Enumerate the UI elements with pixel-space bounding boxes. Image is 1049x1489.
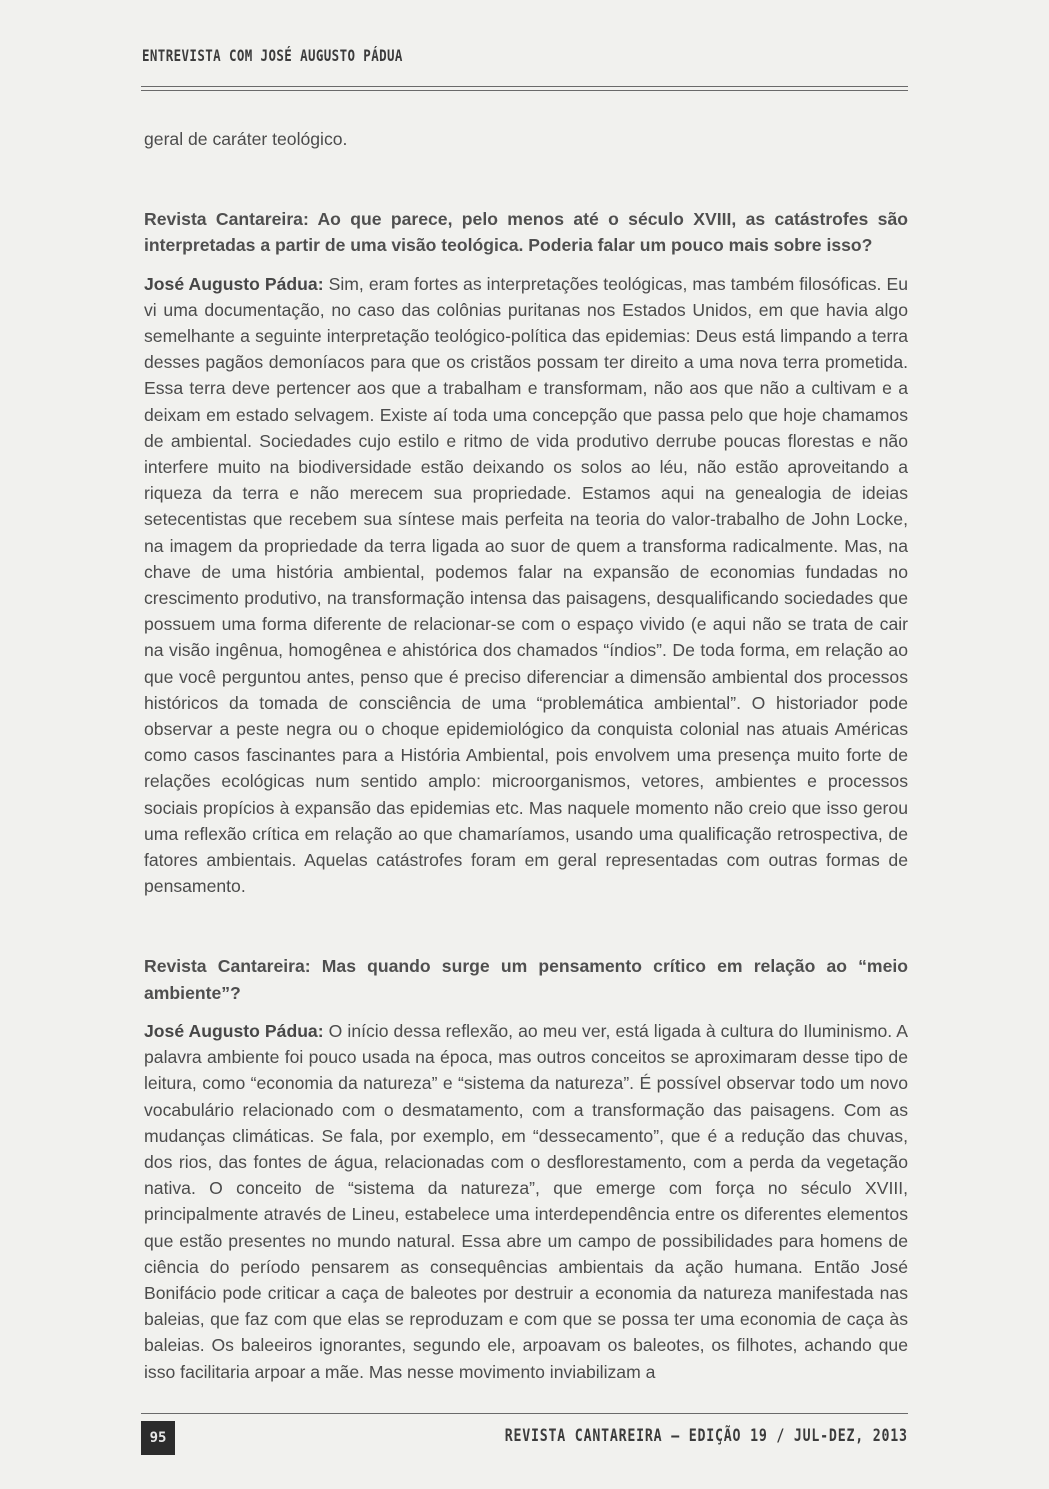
answer-2-text: O início dessa reflexão, ao meu ver, está ligada à cultura do Iluminismo. A palavra ambiente foi pouco usada na época, mas outros conceitos se aproximaram desse tipo de leitura, como “economia da natureza” e “sistema da natureza”. É possível observar todo um novo vocabulário relacionado com o desmatamento, com a transformação das paisagens. Com as mudanças climáticas. Se fala, por exemplo, em “dessecamento”, que é a redução das chuvas, dos rios, das fontes de água, relacionadas com o desflorestamento, com a perda da vegetação nativa. O conceito de “sistema da natureza”, que emerge com força no século XVIII, principalmente através de Lineu, estabelece uma interdependência entre os diferentes elementos que estão presentes no mundo natural. Essa abre um campo de possibilidades para homens de ciência do período pensarem as consequências ambientais da ação humana. Então José Bonifácio pode criticar a caça de baleotes por destruir a economia da natureza manifestada nas baleias, que faz com que elas se reproduzam e com que se possa ter uma economia de caça às baleias. Os baleeiros ignorantes, segundo ele, arpoavam os baleotes, os filhotes, achando que isso facilitaria arpoar a mãe. Mas nesse movimento inviabilizam a bbox=[144, 1020, 908, 1382]
header-rule-bottom bbox=[141, 90, 908, 91]
continuation-paragraph: geral de caráter teológico. bbox=[144, 129, 348, 149]
paragraph-gap bbox=[144, 1006, 908, 1018]
answer-1 bbox=[144, 271, 908, 900]
page-number-box bbox=[141, 1421, 175, 1455]
paragraph-gap bbox=[144, 259, 908, 271]
running-head: ENTREVISTA COM JOSÉ AUGUSTO PÁDUA bbox=[142, 46, 403, 65]
answer-1-speaker: José Augusto Pádua: bbox=[144, 273, 324, 294]
article-body bbox=[144, 126, 908, 1385]
question-2: Revista Cantareira: Mas quando surge um pensamento crítico em relação ao “meio ambiente”? bbox=[144, 956, 908, 1003]
question-1: Revista Cantareira: Ao que parece, pelo menos até o século XVIII, as catástrofes são interpretadas a partir de uma visão teológica. Poderia falar um pouco mais sobre isso? bbox=[144, 209, 908, 256]
header-rule-top bbox=[141, 86, 908, 87]
answer-2 bbox=[144, 1018, 908, 1385]
page-number: 95 bbox=[149, 1430, 167, 1446]
footer-publication: REVISTA CANTAREIRA – EDIÇÃO 19 / JUL-DEZ, 2013 bbox=[504, 1426, 908, 1446]
section-gap bbox=[144, 899, 908, 953]
answer-2-speaker: José Augusto Pádua: bbox=[144, 1020, 324, 1041]
answer-1-text: Sim, eram fortes as interpretações teológicas, mas também filosóficas. Eu vi uma documentação, no caso das colônias puritanas nos Estados Unidos, em que havia algo semelhante a seguinte interpretação teológico-política das epidemias: Deus está limpando a terra desses pagãos demoníacos para que os cristãos possam ter direito a uma nova terra prometida. Essa terra deve pertencer aos que a trabalham e transformam, não aos que não a cultivam e a deixam em estado selvagem. Existe aí toda uma concepção que passa pelo que hoje chamamos de ambiental. Sociedades cujo estilo e ritmo de vida produtivo derrube poucas florestas e não interfere muito na biodiversidade estão deixando os solos ao léu, não estão aproveitando a riqueza da terra e não merecem sua propriedade. Estamos aqui na genealogia de ideias setecentistas que recebem sua síntese mais perfeita na teoria do valor-trabalho de John Locke, na imagem da propriedade da terra ligada ao suor de quem a transforma radicalmente. Mas, na chave de uma história ambiental, podemos falar na expansão de economias fundadas no crescimento produtivo, na transformação intensa das paisagens, desqualificando sociedades que possuem uma forma diferente de relacionar-se com o espaço vivido (e aqui não se trata de cair na visão ingênua, homogênea e ahistórica dos chamados “índios”. De toda forma, em relação ao que você perguntou antes, penso que é preciso diferenciar a dimensão ambiental dos processos históricos da tomada de consciência de uma “problemática ambiental”. O historiador pode observar a peste negra ou o choque epidemiológico da conquista colonial nas atuais Américas como casos fascinantes para a História Ambiental, pois envolvem uma presença muito forte de relações ecológicas num sentido amplo: microorganismos, vetores, ambientes e processos sociais propícios à expansão das epidemias etc. Mas naquele momento não creio que isso gerou uma reflexão crítica em relação ao que chamaríamos, usando uma qualificação retrospectiva, de fatores ambientais. Aquelas catástrofes foram em geral representadas com outras formas de pensamento. bbox=[144, 273, 908, 897]
footer-rule bbox=[141, 1413, 908, 1414]
section-gap bbox=[144, 152, 908, 206]
